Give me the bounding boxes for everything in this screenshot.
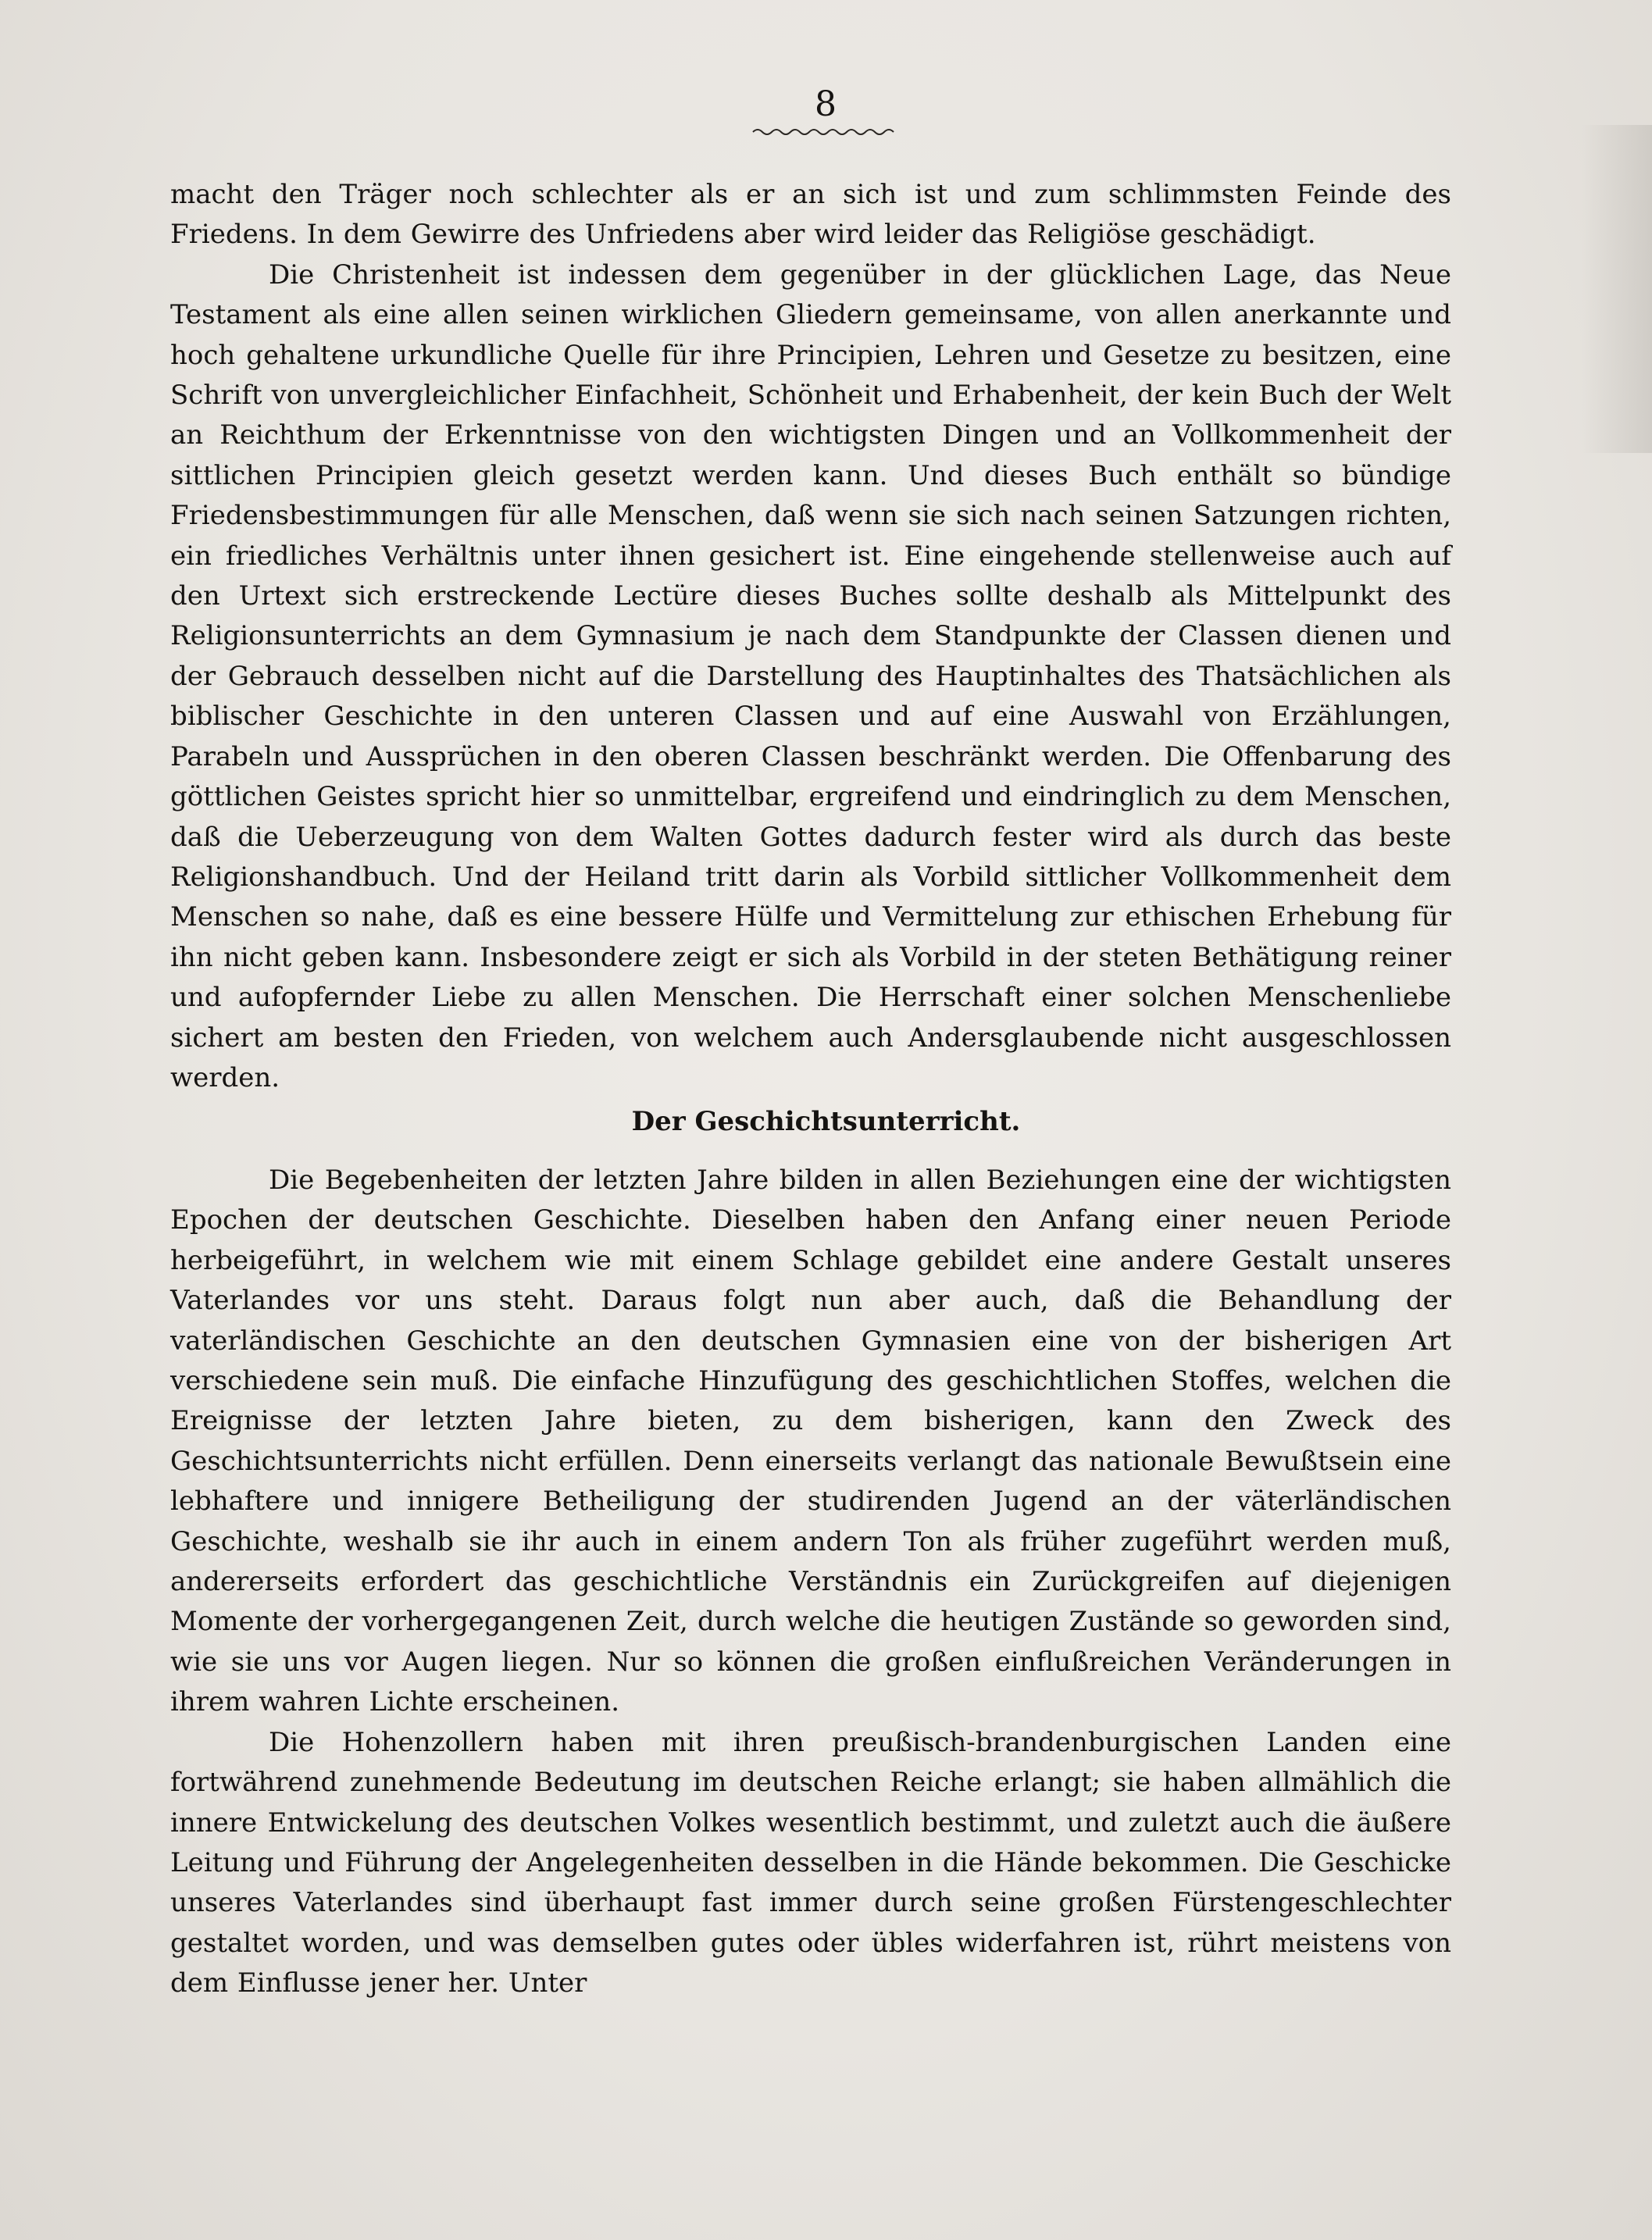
text-after-heading (170, 1161, 1451, 2004)
paragraph: Die Hohenzollern haben mit ihren preußisch-brandenburgischen Landen eine fortwährend zunehmende Bedeutung im deutschen Reiche erlangt; sie haben allmählich die innere Entwickelung des deutschen Volkes wesentlich bestimmt, und zuletzt auch die äußere Leitung und Führung der Angelegenheiten desselben in die Hände bekommen. Die Geschicke unseres Vaterlandes sind überhaupt fast immer durch seine großen Fürstengeschlechter gestaltet worden, und was demselben gutes oder übles widerfahren ist, rührt meistens von dem Einflusse jener her. Unter (170, 1726, 1451, 1999)
paragraph: macht den Träger noch schlechter als er an sich ist und zum schlimmsten Feinde des Friedens. In dem Gewirre des Unfriedens aber wird leider das Religiöse geschädigt. (170, 179, 1451, 251)
decorative-wavy-rule (751, 127, 900, 137)
section-heading: Der Geschichtsunterricht. (631, 1106, 1021, 1137)
text-before-heading (170, 175, 1451, 1098)
paragraph: Die Christenheit ist indessen dem gegenüber in der glücklichen Lage, das Neue Testament als eine allen seinen wirklichen Gliedern gemeinsame, von allen anerkannte und hoch gehaltene urkundliche Quelle für ihre Principien, Lehren und Gesetze zu besitzen, eine Schrift von unvergleichlicher Einfachheit, Schönheit und Erhabenheit, der kein Buch der Welt an Reichthum der Erkenntnisse von den wichtigsten Dingen und an Vollkommenheit der sittlichen Principien gleich gesetzt werden kann. Und dieses Buch enthält so bündige Friedensbestimmungen für alle Menschen, daß wenn sie sich nach seinen Satzungen richten, ein friedliches Verhältnis unter ihnen gesichert ist. Eine eingehende stellenweise auch auf den Urtext sich erstreckende Lectüre dieses Buches sollte deshalb als Mittelpunkt des Religionsunterrichts an dem Gymnasium je nach dem Standpunkte der Classen dienen und der Gebrauch desselben nicht auf die Darstellung des Hauptinhaltes des Thatsächlichen als biblischer Geschichte in den unteren Classen und auf eine Auswahl von Erzählungen, Parabeln und Aussprüchen in den oberen Classen beschränkt werden. Die Offenbarung des göttlichen Geistes spricht hier so unmittelbar, ergreifend und eindringlich zu dem Menschen, daß die Ueberzeugung von dem Walten Gottes dadurch fester wird als durch das beste Religionshandbuch. Und der Heiland tritt darin als Vorbild sittlicher Vollkommenheit dem Menschen so nahe, daß es eine bessere Hülfe und Vermittelung zur ethischen Erhebung für ihn nicht geben kann. Insbesondere zeigt er sich als Vorbild in der steten Bethätigung reiner und aufopfernder Liebe zu allen Menschen. Die Herrschaft einer solchen Menschenliebe sichert am besten den Frieden, von welchem auch Andersglaubende nicht ausgeschlossen werden. (170, 259, 1451, 1093)
paper-shadow (1582, 125, 1652, 453)
paragraph: Die Begebenheiten der letzten Jahre bilden in allen Beziehungen eine der wichtigsten Epochen der deutschen Geschichte. Dieselben haben den Anfang einer neuen Periode herbeigeführt, in welchem wie mit einem Schlage gebildet eine andere Gestalt unseres Vaterlandes vor uns steht. Daraus folgt nun aber auch, daß die Behandlung der vaterländischen Geschichte an den deutschen Gymnasien eine von der bisherigen Art verschiedene sein muß. Die einfache Hinzufügung des geschichtlichen Stoffes, welchen die Ereignisse der letzten Jahre bieten, zu dem bisherigen, kann den Zweck des Geschichtsunterrichts nicht erfüllen. Denn einerseits verlangt das nationale Bewußtsein eine lebhaftere und innigere Betheiligung der studirenden Jugend an der väterländischen Geschichte, weshalb sie ihr auch in einem andern Ton als früher zugeführt werden muß, andererseits erfordert das geschichtliche Verständnis ein Zurückgreifen auf diejenigen Momente der vorhergegangenen Zeit, durch welche die heutigen Zustände so geworden sind, wie sie uns vor Augen liegen. Nur so können die großen einflußreichen Veränderungen in ihrem wahren Lichte erscheinen. (170, 1165, 1451, 1718)
page-number: 8 (815, 84, 837, 124)
